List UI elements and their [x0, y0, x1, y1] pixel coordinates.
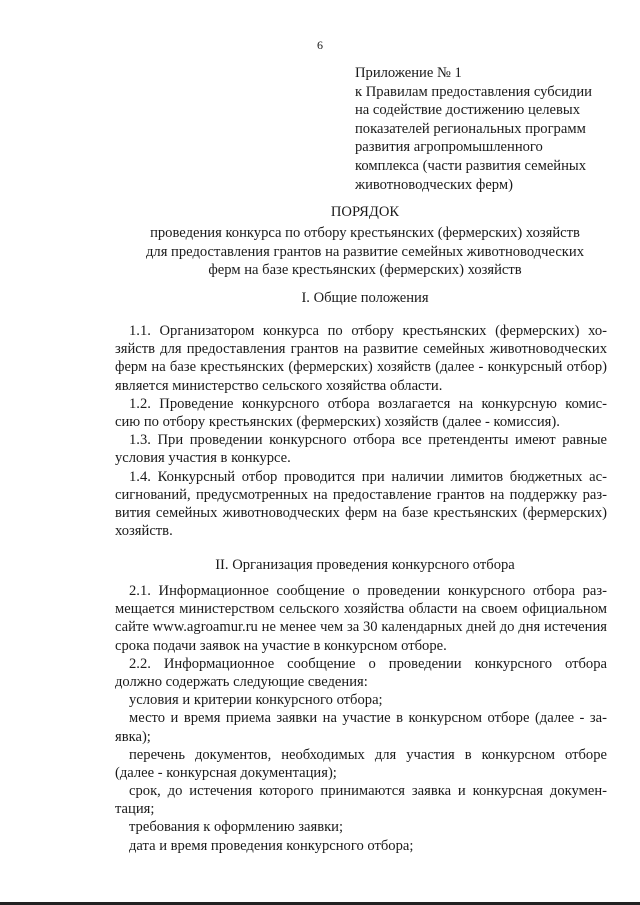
document-title: ПОРЯДОК [330, 204, 400, 220]
text-line: условия и критерии конкурсного отбора; [129, 692, 383, 709]
text-line: место и время приема заявки на участие в конкурсном отборе (далее - за- [129, 710, 607, 727]
text-line: перечень документов, необходимых для участия в конкурсном отборе [129, 746, 607, 763]
subtitle-line: ферм на базе крестьянских (фермерских) хозяйств [208, 262, 522, 278]
text-line: сайте www.agroamur.ru не менее чем за 30 календарных дней до дня истечения [115, 619, 607, 636]
text-line: 1.4. Конкурсный отбор проводится при наличии лимитов бюджетных ас- [129, 468, 607, 485]
appendix-note [355, 64, 615, 194]
text-line: срок, до истечения которого принимаются заявка и конкурсная докумен- [129, 783, 607, 800]
text-line: должно содержать следующие сведения: [115, 673, 368, 690]
text-line: сию по отбору крестьянских (фермерских) хозяйств (далее - комиссия). [115, 413, 560, 430]
subtitle-line: для предоставления грантов на развитие семейных животноводческих [145, 243, 584, 260]
text-line: явка); [115, 728, 151, 745]
text-line: является министерство сельского хозяйства области. [115, 377, 443, 394]
text-line: вития семейных животноводческих ферм на базе крестьянских (фермерских) [115, 504, 607, 521]
text-line: мещается министерством сельского хозяйства области на своем официальном [115, 601, 607, 618]
section-1-body [115, 322, 607, 540]
text-line: (далее - конкурсная документация); [115, 764, 337, 781]
text-line: требования к оформлению заявки; [129, 819, 344, 836]
appendix-line: развития агропромышленного [355, 139, 543, 156]
section-2-body [115, 582, 607, 855]
section-2-heading: II. Организация проведения конкурсного отбора [215, 557, 515, 573]
page-number: 6 [317, 38, 323, 52]
text-line: ферм на базе крестьянских (фермерских) хозяйств (далее - конкурсный отбор) [115, 359, 607, 376]
text-line: срока подачи заявок на участие в конкурсном отборе. [115, 637, 447, 654]
subtitle-line: проведения конкурса по отбору крестьянских (фермерских) хозяйств [150, 225, 580, 241]
text-line: 2.2. Информационное сообщение о проведении конкурсного отбора [129, 655, 607, 672]
appendix-line: комплекса (части развития семейных [355, 157, 587, 174]
text-line: тация; [115, 801, 155, 818]
appendix-line: показателей региональных программ [355, 120, 586, 137]
text-line: 1.2. Проведение конкурсного отбора возлагается на конкурсную комис- [129, 395, 607, 412]
appendix-line: животноводческих ферм) [355, 176, 513, 193]
section-1-heading: I. Общие положения [301, 290, 429, 306]
text-line: 1.1. Организатором конкурса по отбору крестьянских (фермерских) хо- [129, 323, 607, 339]
text-line: хозяйств. [115, 523, 173, 540]
text-line: зяйств для предоставления грантов на развитие семейных животноводческих [115, 341, 607, 358]
document-subtitle [115, 224, 615, 280]
text-line: дата и время проведения конкурсного отбора; [129, 837, 414, 854]
appendix-line: к Правилам предоставления субсидии [355, 83, 592, 100]
text-line: условия участия в конкурсе. [115, 450, 291, 467]
text-line: 1.3. При проведении конкурсного отбора все претенденты имеют равные [129, 432, 607, 449]
appendix-line: Приложение № 1 [355, 65, 462, 81]
appendix-line: на содействие достижению целевых [355, 102, 581, 119]
text-line: сигнований, предусмотренных на предоставление грантов на поддержку раз- [115, 486, 607, 503]
text-line: 2.1. Информационное сообщение о проведении конкурсного отбора раз- [129, 583, 607, 599]
